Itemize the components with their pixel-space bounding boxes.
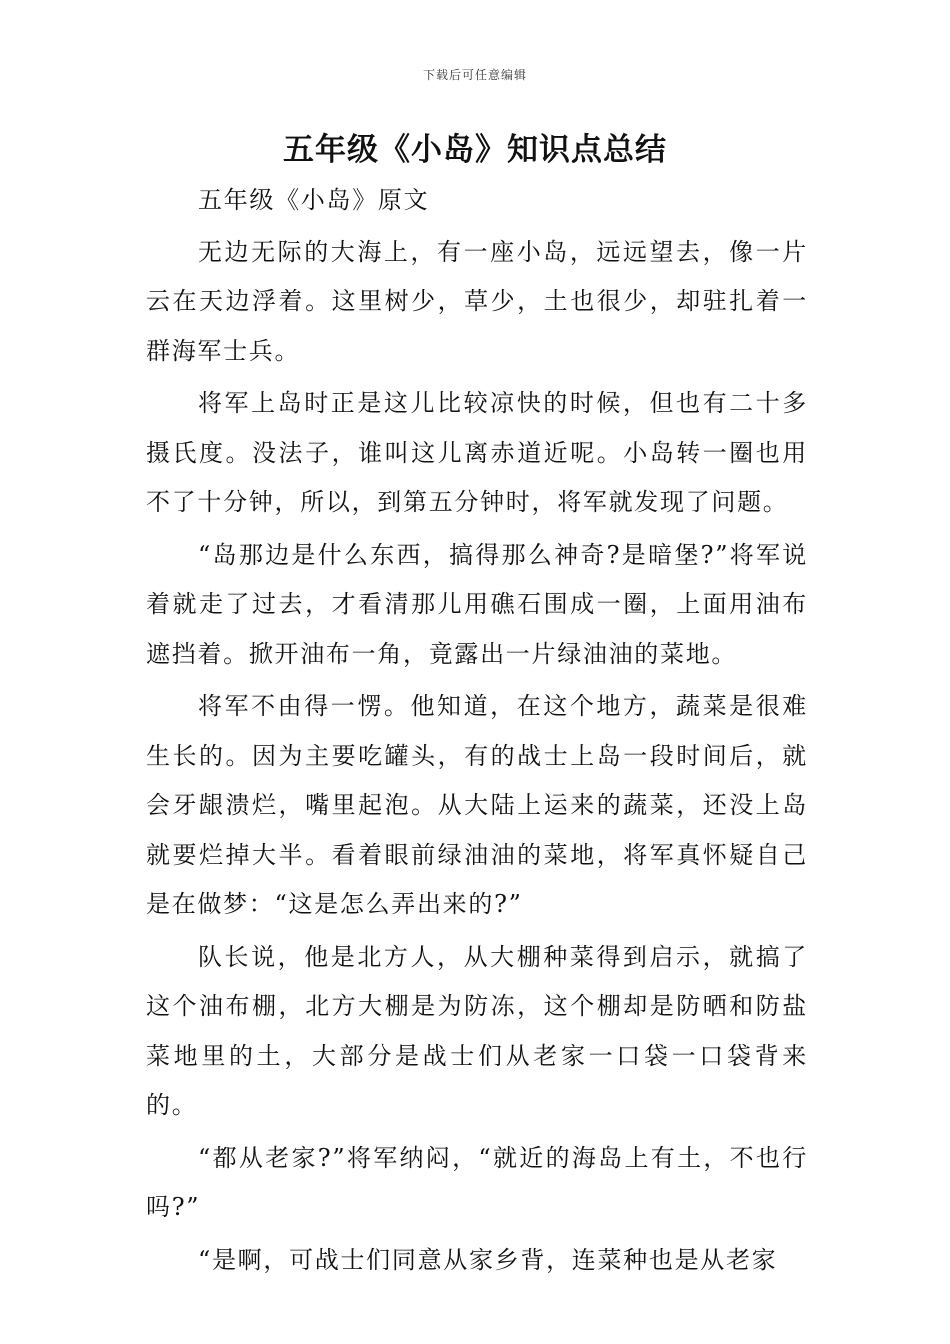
paragraph: 将军不由得一愣。他知道，在这个地方，蔬菜是很难生长的。因为主要吃罐头，有的战士上岛一段时间后，就会牙龈溃烂，嘴里起泡。从大陆上运来的蔬菜，还没上岛就要烂掉大半。看着眼前绿油油的菜地，将军真怀疑自己是在做梦：“这是怎么弄出来的?” [146, 692, 808, 918]
header-note: 下载后可任意编辑 [422, 68, 527, 82]
paragraph: 队长说，他是北方人，从大棚种菜得到启示，就搞了这个油布棚，北方大棚是为防冻，这个棚却是防晒和防盐菜地里的土，大部分是战士们从老家一口袋一口袋背来的。 [146, 942, 808, 1119]
paragraph: “岛那边是什么东西，搞得那么神奇?是暗堡?”将军说着就走了过去，才看清那儿用礁石围成一圈，上面用油布遮挡着。掀开油布一角，竟露出一片绿油油的菜地。 [146, 540, 808, 668]
paragraph: 无边无际的大海上，有一座小岛，远远望去，像一片云在天边浮着。这里树少，草少，土也很少，却驻扎着一群海军士兵。 [146, 237, 808, 365]
paragraph: “是啊，可战士们同意从家乡背，连菜种也是从老家 [198, 1245, 778, 1274]
paragraph: “都从老家?”将军纳闷，“就近的海岛上有土，不也行吗?” [146, 1143, 808, 1221]
document-body [146, 176, 808, 1288]
section-subtitle: 五年级《小岛》原文 [198, 186, 430, 214]
paragraph: 将军上岛时正是这儿比较凉快的时候，但也有二十多摄氏度。没法子，谁叫这儿离赤道近呢。小岛转一圈也用不了十分钟，所以，到第五分钟时，将军就发现了问题。 [146, 389, 808, 516]
document-title: 五年级《小岛》知识点总结 [283, 132, 667, 168]
